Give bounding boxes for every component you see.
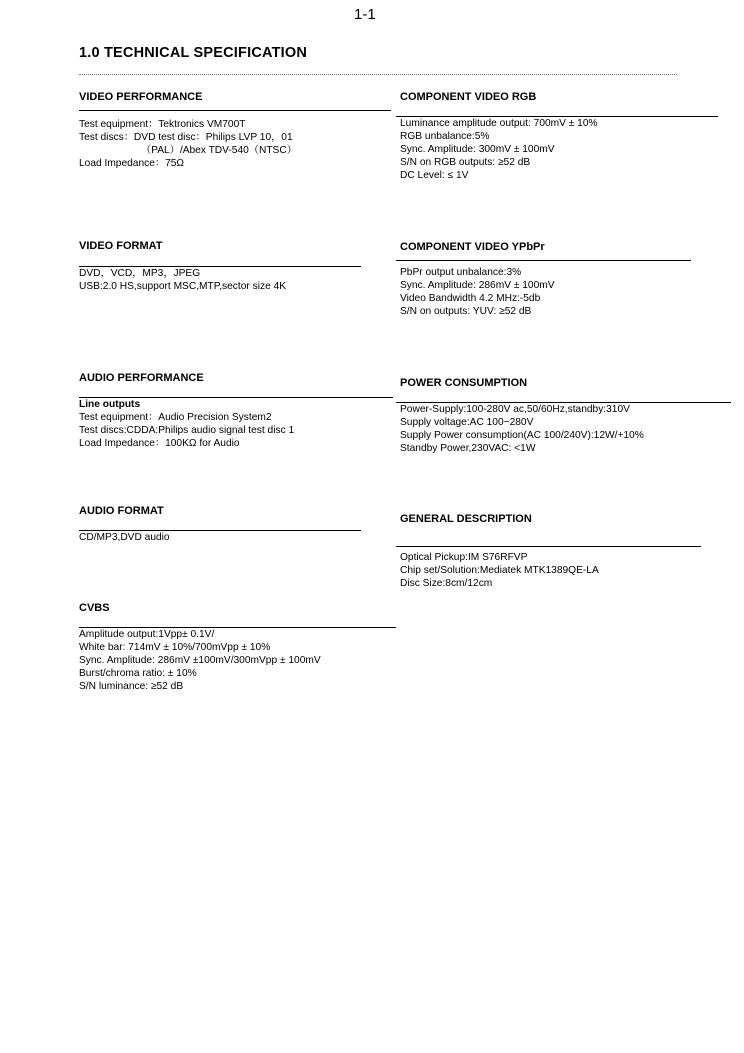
list-item: Sync. Amplitude: 300mV ± 100mV bbox=[400, 144, 555, 156]
power-consumption-heading: POWER CONSUMPTION bbox=[400, 377, 528, 389]
component-video-ypbpr-list bbox=[400, 266, 555, 318]
general-description-rule bbox=[396, 546, 701, 547]
audio-performance-list bbox=[79, 398, 294, 450]
list-item: Test discs：DVD test disc：Philips LVP 10，01 bbox=[79, 132, 293, 144]
list-item: DVD，VCD，MP3，JPEG bbox=[79, 268, 201, 279]
video-format-heading: VIDEO FORMAT bbox=[79, 240, 163, 252]
list-item: PbPr output unbalance:3% bbox=[400, 267, 522, 278]
audio-format-list bbox=[79, 531, 170, 544]
power-consumption-list bbox=[400, 403, 644, 455]
list-item: Test discs:CDDA:Philips audio signal test disc 1 bbox=[79, 425, 295, 437]
cvbs-list bbox=[79, 628, 321, 693]
line-outputs-subheading: Line outputs bbox=[79, 399, 141, 410]
audio-format-heading: AUDIO FORMAT bbox=[79, 505, 164, 517]
title-divider bbox=[79, 74, 677, 75]
general-description-list bbox=[400, 551, 599, 590]
list-item: Standby Power,230VAC: <1W bbox=[400, 443, 536, 455]
list-item: Video Bandwidth 4.2 MHz:-5db bbox=[400, 293, 541, 305]
list-item: Load Impedance：100KΩ for Audio bbox=[79, 438, 240, 450]
list-item: Supply Power consumption(AC 100/240V):12W/+10% bbox=[400, 430, 644, 442]
list-item: DC Level: ≤ 1V bbox=[400, 170, 469, 182]
list-item: （PAL）/Abex TDV-540（NTSC） bbox=[141, 145, 297, 157]
cvbs-heading: CVBS bbox=[79, 602, 110, 614]
video-format-list bbox=[79, 267, 286, 293]
component-video-ypbpr-rule bbox=[396, 260, 691, 261]
list-item: Burst/chroma ratio: ± 10% bbox=[79, 668, 197, 680]
list-item: Power-Supply:100-280V ac,50/60Hz,standby:310V bbox=[400, 404, 630, 415]
video-performance-rule bbox=[79, 110, 391, 111]
list-item: S/N on outputs: YUV: ≥52 dB bbox=[400, 306, 532, 318]
list-item: Test equipment：Audio Precision System2 bbox=[79, 412, 272, 424]
component-video-rgb-heading: COMPONENT VIDEO RGB bbox=[400, 91, 537, 103]
list-item: Disc Size:8cm/12cm bbox=[400, 578, 493, 590]
list-item: S/N luminance: ≥52 dB bbox=[79, 681, 184, 693]
list-item: RGB unbalance:5% bbox=[400, 131, 490, 143]
general-description-heading: GENERAL DESCRIPTION bbox=[400, 513, 532, 525]
list-item: USB:2.0 HS,support MSC,MTP,sector size 4K bbox=[79, 281, 287, 293]
list-item: Sync. Amplitude: 286mV ± 100mV bbox=[400, 280, 555, 292]
list-item: White bar: 714mV ± 10%/700mVpp ± 10% bbox=[79, 642, 271, 654]
list-item: CD/MP3,DVD audio bbox=[79, 532, 170, 543]
page-title: 1.0 TECHNICAL SPECIFICATION bbox=[79, 45, 308, 61]
list-item: Sync. Amplitude: 286mV ±100mV/300mVpp ± 100mV bbox=[79, 655, 321, 667]
list-item: Optical Pickup:IM S76RFVP bbox=[400, 552, 528, 563]
list-item: Test equipment：Tektronics VM700T bbox=[79, 119, 246, 130]
page-number: 1-1 bbox=[354, 6, 376, 23]
list-item: Supply voltage:AC 100~280V bbox=[400, 417, 534, 429]
list-item: Amplitude output:1Vpp± 0.1V/ bbox=[79, 629, 215, 640]
component-video-rgb-list bbox=[400, 117, 598, 182]
list-item: S/N on RGB outputs: ≥52 dB bbox=[400, 157, 531, 169]
component-video-ypbpr-heading: COMPONENT VIDEO YPbPr bbox=[400, 241, 545, 253]
list-item: Chip set/Solution:Mediatek MTK1389QE-LA bbox=[400, 565, 599, 577]
video-performance-heading: VIDEO PERFORMANCE bbox=[79, 91, 203, 103]
list-item: Load Impedance：75Ω bbox=[79, 158, 185, 170]
video-performance-list bbox=[79, 118, 297, 170]
list-item: Luminance amplitude output: 700mV ± 10% bbox=[400, 118, 598, 129]
audio-performance-heading: AUDIO PERFORMANCE bbox=[79, 372, 204, 384]
